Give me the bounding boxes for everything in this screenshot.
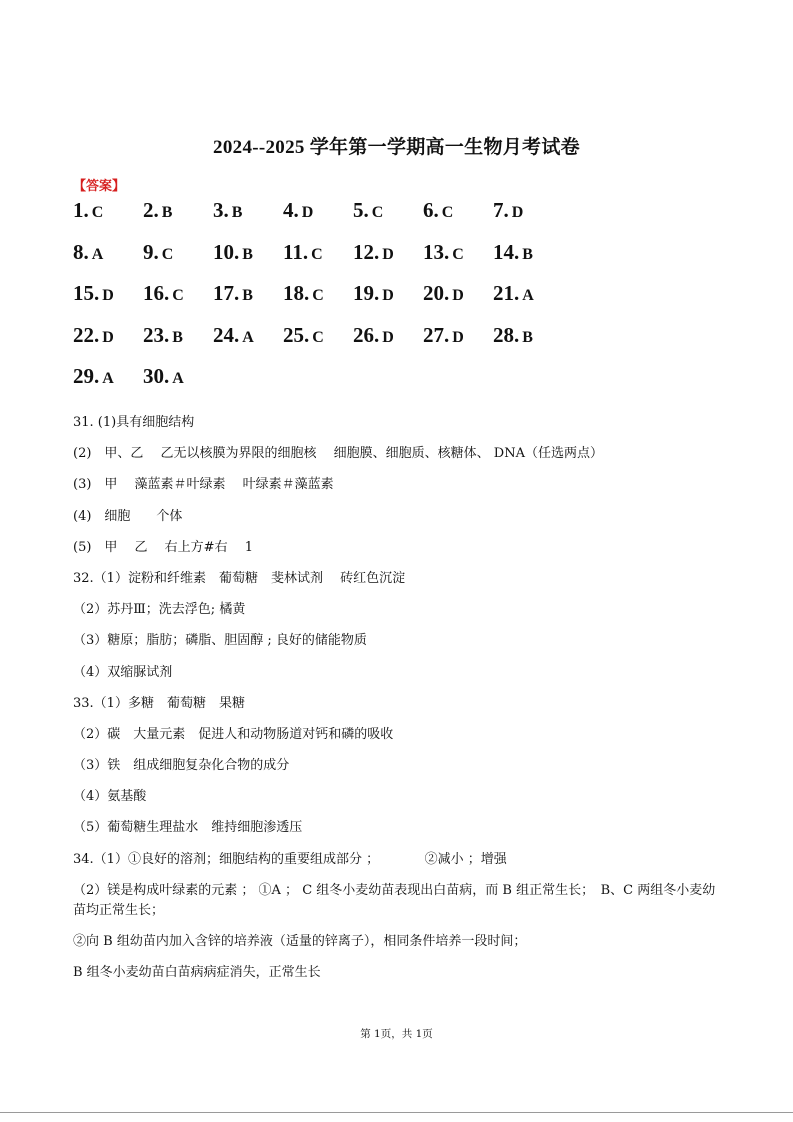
- mc-answer-item: [423, 198, 493, 223]
- question-number: 26.: [353, 322, 380, 347]
- mc-answer-item: [213, 240, 283, 265]
- mc-row: [73, 281, 563, 323]
- answer-choice: B: [231, 204, 243, 221]
- mc-answer-item: [73, 281, 143, 306]
- mc-answer-item: [353, 281, 423, 306]
- mc-row: [73, 198, 563, 240]
- mc-row: [73, 240, 563, 282]
- answer-choice: C: [311, 245, 323, 263]
- mc-answer-item: [73, 240, 143, 265]
- mc-answer-item: [283, 323, 353, 348]
- answer-choice: D: [102, 287, 114, 304]
- multiple-choice-answers: [73, 198, 563, 406]
- mc-answer-item: [213, 281, 283, 306]
- mc-answer-item: [493, 198, 563, 223]
- mc-answer-item: [493, 323, 563, 348]
- question-number: 19.: [353, 281, 380, 305]
- answer-choice: B: [242, 245, 253, 263]
- free-response-answers: [73, 413, 723, 994]
- mc-answer-item: [73, 364, 143, 389]
- answer-line: ②向 B 组幼苗内加入含锌的培养液（适量的锌离子），相同条件培养一段时间；: [73, 933, 527, 949]
- question-number: 13.: [423, 239, 450, 264]
- answer-choice: D: [452, 287, 464, 304]
- answer-choice: A: [172, 370, 184, 387]
- answer-choice: C: [452, 245, 464, 263]
- mc-answer-item: [283, 198, 353, 223]
- question-number: 5.: [353, 198, 369, 222]
- answer-choice: C: [371, 204, 384, 221]
- question-number: 16.: [143, 281, 170, 305]
- answer-line: （2）镁是构成叶绿素的元素 ； ①A ； C 组冬小麦幼苗表现出白苗病，而 B 组正常生长； B、C 两组冬小麦幼苗均正常生长；: [73, 882, 716, 918]
- question-number: 14.: [493, 239, 520, 264]
- mc-answer-item: [143, 240, 213, 265]
- answer-line: （2）碳 大量元素 促进人和动物肠道对钙和磷的吸收: [73, 726, 394, 742]
- answer-choice: D: [382, 328, 394, 346]
- question-number: 1.: [73, 198, 89, 222]
- answer-line: （3）铁 组成细胞复杂化合物的成分: [73, 758, 290, 774]
- answer-choice: D: [382, 287, 394, 304]
- mc-answer-item: [423, 323, 493, 348]
- question-number: 17.: [213, 281, 240, 305]
- question-number: 8.: [73, 239, 89, 264]
- answer-choice: A: [242, 328, 254, 346]
- question-number: 6.: [423, 198, 439, 222]
- answer-line: (2) 甲、乙 乙无以核膜为界限的细胞核 细胞膜、细胞质、核糖体、 DNA（任选两点）: [73, 446, 603, 462]
- mc-answer-item: [213, 323, 283, 348]
- answer-choice: C: [161, 245, 174, 263]
- answer-choice: C: [441, 204, 454, 221]
- answer-line: （4）双缩脲试剂: [73, 664, 173, 680]
- question-number: 4.: [283, 198, 299, 222]
- question-number: 30.: [143, 364, 170, 388]
- answer-line: (4) 细胞 个体: [73, 508, 183, 524]
- mc-answer-item: [143, 364, 213, 389]
- answer-choice: D: [382, 245, 394, 263]
- answer-choice: D: [102, 328, 114, 346]
- answer-line: 33.（1）多糖 葡萄糖 果糖: [73, 695, 245, 711]
- question-number: 22.: [73, 322, 100, 347]
- answer-choice: B: [522, 245, 533, 263]
- answer-choice: D: [301, 204, 314, 221]
- bottom-divider: [0, 1112, 793, 1113]
- mc-answer-item: [423, 281, 493, 306]
- mc-answer-item: [73, 323, 143, 348]
- answer-line: 31. (1)具有细胞结构: [73, 415, 195, 430]
- answer-choice: C: [172, 287, 184, 304]
- mc-answer-item: [73, 198, 143, 223]
- answer-choice: A: [522, 287, 534, 304]
- answer-choice: C: [312, 287, 324, 304]
- mc-answer-item: [353, 323, 423, 348]
- question-number: 11.: [283, 239, 309, 264]
- answer-choice: B: [242, 287, 253, 304]
- answer-choice: B: [161, 204, 173, 221]
- question-number: 10.: [213, 239, 240, 264]
- question-number: 21.: [493, 281, 520, 305]
- question-number: 18.: [283, 281, 310, 305]
- mc-answer-item: [283, 240, 353, 265]
- answer-line: (3) 甲 藻蓝素＃叶绿素 叶绿素＃藻蓝素: [73, 477, 334, 493]
- question-number: 15.: [73, 281, 100, 305]
- mc-answer-item: [353, 198, 423, 223]
- answer-label: 【答案】: [73, 179, 126, 194]
- question-number: 20.: [423, 281, 450, 305]
- answer-choice: B: [522, 328, 533, 346]
- mc-answer-item: [493, 240, 563, 265]
- mc-answer-item: [283, 281, 353, 306]
- mc-answer-item: [143, 281, 213, 306]
- answer-line: （2）苏丹Ⅲ；洗去浮色; 橘黄: [73, 602, 246, 618]
- answer-line: （3）糖原；脂肪；磷脂、胆固醇 ; 良好的储能物质: [73, 633, 367, 649]
- page-footer: 第 1页，共 1页: [360, 1028, 433, 1040]
- question-number: 24.: [213, 322, 240, 347]
- answer-choice: B: [172, 328, 183, 346]
- answer-line: (5) 甲 乙 右上方#右 1: [73, 539, 253, 555]
- question-number: 9.: [143, 239, 159, 264]
- mc-answer-item: [143, 323, 213, 348]
- question-number: 2.: [143, 198, 159, 222]
- question-number: 27.: [423, 322, 450, 347]
- answer-line: B 组冬小麦幼苗白苗病病症消失，正常生长: [73, 965, 321, 980]
- answer-choice: D: [452, 328, 464, 346]
- answer-choice: A: [102, 370, 114, 387]
- question-number: 7.: [493, 198, 509, 222]
- mc-answer-item: [213, 198, 283, 223]
- mc-answer-item: [423, 240, 493, 265]
- answer-line: 32.（1）淀粉和纤维素 葡萄糖 斐林试剂 砖红色沉淀: [73, 570, 406, 586]
- answer-choice: C: [312, 328, 324, 346]
- question-number: 3.: [213, 198, 229, 222]
- mc-row: [73, 323, 563, 365]
- mc-answer-item: [143, 198, 213, 223]
- question-number: 12.: [353, 239, 380, 264]
- answer-choice: D: [511, 204, 524, 221]
- mc-row: [73, 364, 563, 406]
- mc-answer-item: [493, 281, 563, 306]
- answer-line: （5）葡萄糖生理盐水 维持细胞渗透压: [73, 820, 303, 836]
- page-title: 2024--2025 学年第一学期高一生物月考试卷: [213, 137, 580, 158]
- question-number: 25.: [283, 322, 310, 347]
- question-number: 23.: [143, 322, 170, 347]
- question-number: 28.: [493, 322, 520, 347]
- answer-choice: C: [91, 204, 104, 221]
- question-number: 29.: [73, 364, 100, 388]
- answer-line: 34.（1）①良好的溶剂；细胞结构的重要组成部分 ； ②减小 ；增强: [73, 851, 507, 867]
- answer-choice: A: [91, 245, 104, 263]
- answer-line: （4）氨基酸: [73, 789, 147, 805]
- mc-answer-item: [353, 240, 423, 265]
